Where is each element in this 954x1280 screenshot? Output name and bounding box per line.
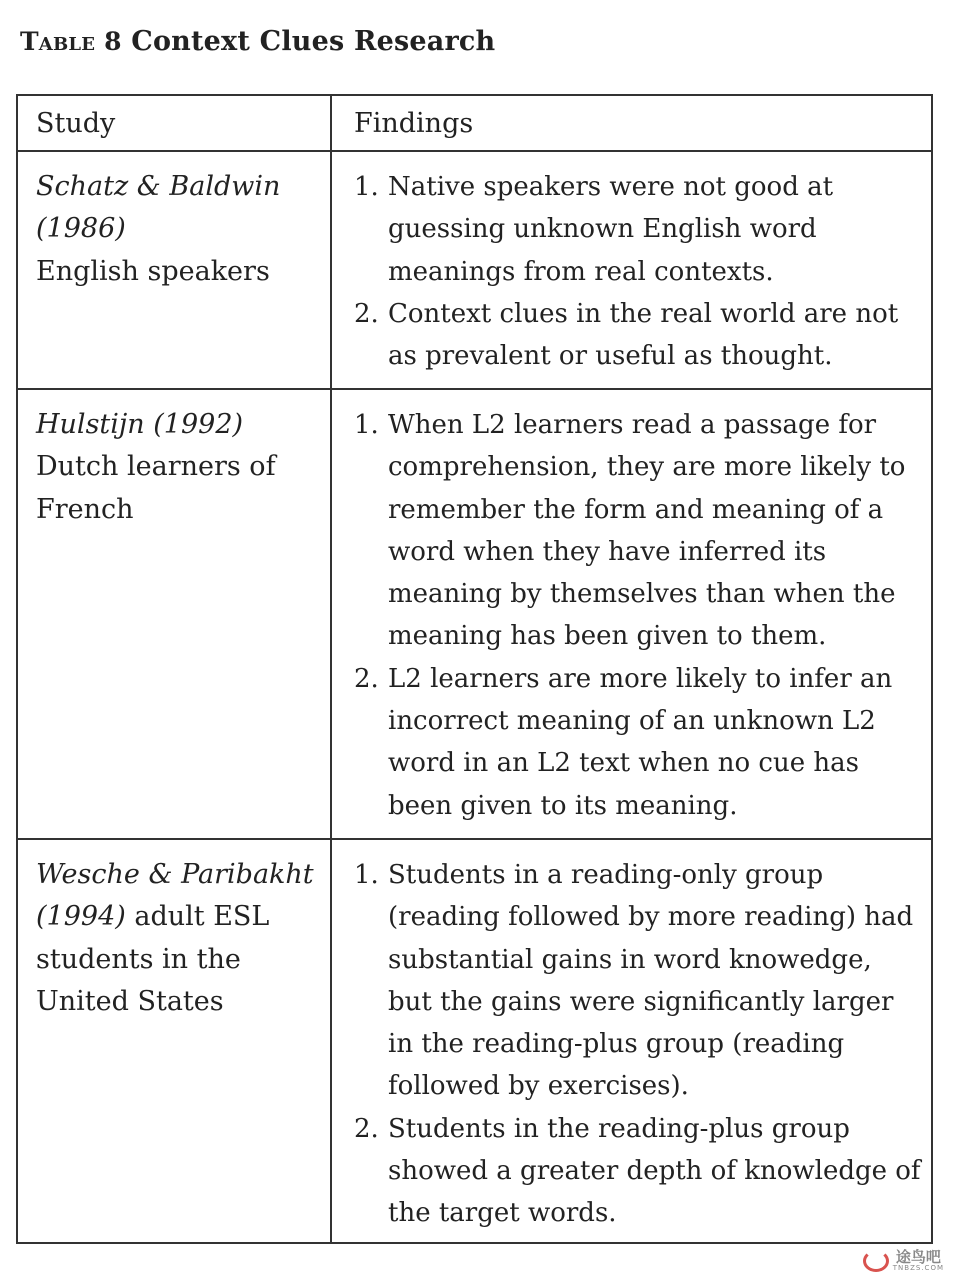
watermark — [863, 1250, 944, 1272]
table-title: Context Clues Research — [131, 26, 496, 57]
finding-item — [352, 166, 922, 293]
column-divider — [330, 840, 332, 1242]
study-citation: Wesche & Paribakht (1994) — [36, 859, 314, 933]
study-description: adult ESL students in the United States — [36, 901, 270, 1017]
finding-number: 2. — [354, 663, 379, 694]
column-divider — [330, 96, 332, 150]
finding-text: Students in the reading-plus group showed a greater depth of knowledge of the target words. — [388, 1113, 921, 1229]
study-citation: Hulstijn (1992) — [36, 409, 244, 440]
finding-item — [352, 854, 922, 1108]
header-study: Study — [36, 108, 116, 139]
finding-item — [352, 404, 922, 658]
finding-item — [352, 293, 922, 378]
finding-text: When L2 learners read a passage for comprehension, they are more likely to remember the form and meaning of a word when they have inferred its meaning by themselves than when the meaning has been given to them. — [388, 410, 906, 652]
finding-text: Context clues in the real world are not as prevalent or useful as thought. — [388, 298, 899, 372]
finding-text: L2 learners are more likely to infer an incorrect meaning of an unknown L2 word in an L2 text when no cue has been given to its meaning. — [388, 663, 893, 821]
finding-text: Native speakers were not good at guessing unknown English word meanings from real contexts. — [388, 172, 834, 287]
findings-cell — [352, 404, 922, 827]
table-header-row — [18, 96, 931, 152]
study-cell — [36, 854, 316, 1023]
table-caption — [20, 26, 495, 57]
watermark-text: 途鸟吧 — [895, 1248, 941, 1266]
context-clues-table — [16, 94, 933, 1244]
table-label: Table 8 — [20, 27, 122, 56]
study-cell — [36, 166, 316, 293]
watermark-url: TNBZS.COM — [892, 1264, 944, 1272]
finding-text: Students in a reading-only group (reading followed by more reading) had substantial gains in word knowedge, but the gains were significantly larger in the reading-plus group (reading followed by exercises). — [388, 860, 914, 1102]
header-findings: Findings — [354, 108, 474, 139]
finding-number: 1. — [354, 172, 379, 202]
column-divider — [330, 390, 332, 838]
finding-number: 1. — [354, 860, 379, 890]
finding-number: 2. — [354, 298, 379, 329]
watermark-logo-icon — [863, 1250, 889, 1272]
table-row — [18, 390, 931, 840]
study-description: Dutch learners of French — [36, 451, 276, 525]
study-cell — [36, 404, 316, 531]
finding-number: 1. — [354, 410, 379, 440]
table-row — [18, 152, 931, 390]
column-divider — [330, 152, 332, 388]
study-description: English speakers — [36, 255, 270, 287]
findings-cell — [352, 166, 922, 377]
table-row — [18, 840, 931, 1242]
finding-item — [352, 658, 922, 827]
finding-number: 2. — [354, 1113, 379, 1144]
findings-cell — [352, 854, 922, 1235]
study-citation: Schatz & Baldwin (1986) — [36, 171, 281, 245]
finding-item — [352, 1108, 922, 1235]
